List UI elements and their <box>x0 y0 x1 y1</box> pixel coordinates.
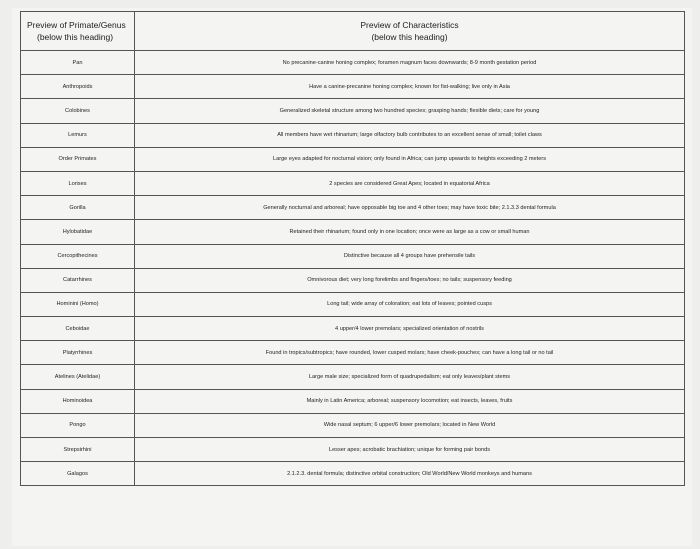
table-row <box>21 244 685 268</box>
table-row <box>21 292 685 316</box>
genus-cell: Atelines (Atelidae) <box>21 365 135 389</box>
genus-header-line1: Preview of Primate/Genus <box>27 20 126 30</box>
char-header-line2: (below this heading) <box>371 32 448 42</box>
table-row <box>21 341 685 365</box>
characteristic-cell: Found in tropics/subtropics; have rounded, lower cusped molars; have cheek-pouches; can have a long tail or no tail <box>135 341 685 365</box>
characteristic-cell: Distinctive because all 4 groups have prehensile tails <box>135 244 685 268</box>
table-row <box>21 123 685 147</box>
characteristic-cell: Generalized skeletal structure among two hundred species; grasping hands; flexible diets; care for young <box>135 99 685 123</box>
characteristic-cell: 2.1.2.3. dental formula; distinctive orbital construction; Old World/New World monkeys and humans <box>135 462 685 486</box>
genus-cell: Lemurs <box>21 123 135 147</box>
characteristic-cell: Large eyes adapted for nocturnal vision; only found in Africa; can jump upwards to heights exceeding 2 meters <box>135 147 685 171</box>
characteristic-cell: Retained their rhinarium; found only in one location; once were as large as a cow or small human <box>135 220 685 244</box>
table-row <box>21 317 685 341</box>
characteristic-cell: Long tail; wide array of coloration; eat lots of leaves; pointed cusps <box>135 292 685 316</box>
table-row <box>21 220 685 244</box>
characteristic-cell: Large male size; specialized form of quadrupedalism; eat only leaves/plant stems <box>135 365 685 389</box>
table-row <box>21 147 685 171</box>
primate-matching-table <box>20 11 685 486</box>
table-row <box>21 268 685 292</box>
genus-cell: Platyrrhines <box>21 341 135 365</box>
characteristic-cell: Have a canine-precanine honing complex; known for fist-walking; live only in Asia <box>135 75 685 99</box>
characteristic-cell: Generally nocturnal and arboreal; have opposable big toe and 4 other toes; may have toxic bite; 2.1.3.3 dental formula <box>135 196 685 220</box>
genus-cell: Gorilla <box>21 196 135 220</box>
characteristic-cell: Omnivorous diet; very long forelimbs and fingers/toes; no tails; suspensory feeding <box>135 268 685 292</box>
table-row <box>21 171 685 195</box>
characteristic-cell: Lesser apes; acrobatic brachiation; unique for forming pair bonds <box>135 438 685 462</box>
table-row <box>21 413 685 437</box>
genus-cell: Order Primates <box>21 147 135 171</box>
characteristic-cell: Wide nasal septum; 6 upper/6 lower premolars; located in New World <box>135 413 685 437</box>
characteristic-cell: 2 species are considered Great Apes; located in equatorial Africa <box>135 171 685 195</box>
genus-cell: Hominoidea <box>21 389 135 413</box>
genus-cell: Galagos <box>21 462 135 486</box>
genus-cell: Cercopithecines <box>21 244 135 268</box>
table-row <box>21 365 685 389</box>
genus-cell: Strepsirhini <box>21 438 135 462</box>
characteristic-cell: Mainly in Latin America; arboreal; suspensory locomotion; eat insects, leaves, fruits <box>135 389 685 413</box>
char-header-line1: Preview of Characteristics <box>360 20 459 30</box>
genus-column-header <box>21 12 135 51</box>
genus-cell: Hylobatidae <box>21 220 135 244</box>
table-row <box>21 462 685 486</box>
table-row <box>21 75 685 99</box>
genus-cell: Catarrhines <box>21 268 135 292</box>
table-row <box>21 196 685 220</box>
genus-cell: Pongo <box>21 413 135 437</box>
header-row <box>21 12 685 51</box>
genus-cell: Colobines <box>21 99 135 123</box>
genus-cell: Hominini (Homo) <box>21 292 135 316</box>
table-row <box>21 51 685 75</box>
characteristics-column-header <box>135 12 685 51</box>
table-row <box>21 99 685 123</box>
characteristic-cell: 4 upper/4 lower premolars; specialized orientation of nostrils <box>135 317 685 341</box>
worksheet <box>12 8 692 546</box>
table-row <box>21 389 685 413</box>
genus-cell: Anthropoids <box>21 75 135 99</box>
table-row <box>21 438 685 462</box>
characteristic-cell: No precanine-canine honing complex; foramen magnum faces downwards; 8-9 month gestation period <box>135 51 685 75</box>
genus-header-line2: (below this heading) <box>37 32 114 42</box>
characteristic-cell: All members have wet rhinarium; large olfactory bulb contributes to an excellent sense of small; toilet claws <box>135 123 685 147</box>
genus-cell: Lorises <box>21 171 135 195</box>
genus-cell: Pan <box>21 51 135 75</box>
genus-cell: Ceboidae <box>21 317 135 341</box>
